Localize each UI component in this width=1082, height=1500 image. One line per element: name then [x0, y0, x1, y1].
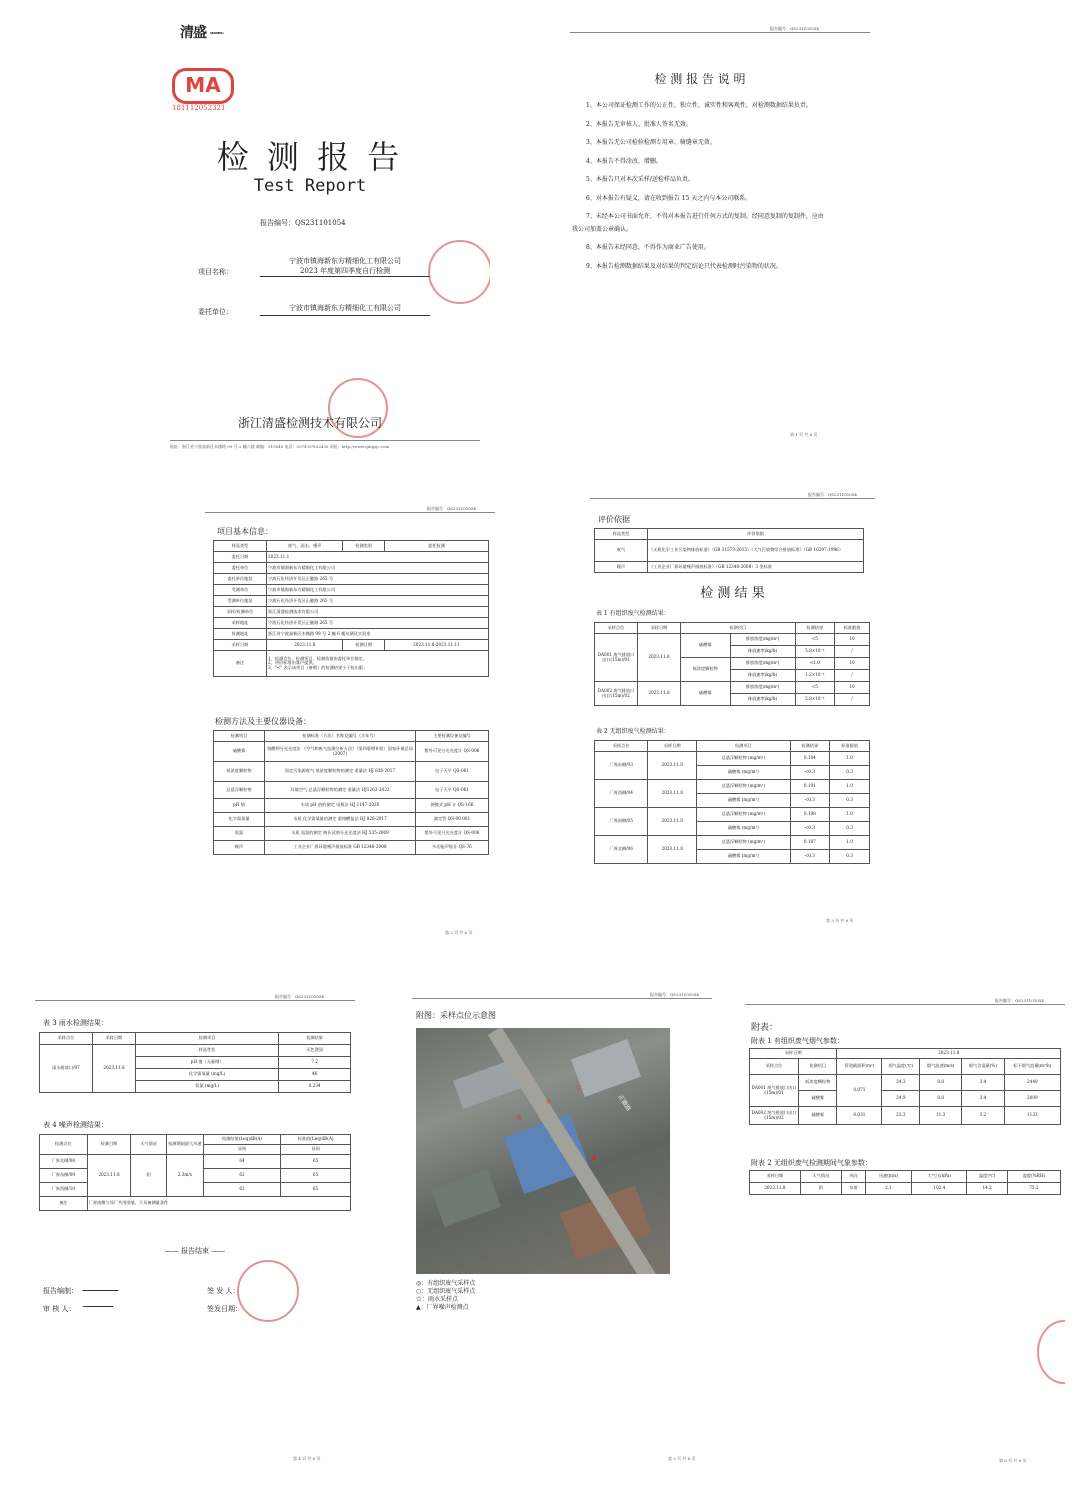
table-row: 硫酸雾 (mg/m³) <0.3 0.3: [595, 850, 870, 864]
table4: [39, 1134, 351, 1211]
report-number: 报告编号：QS231101054: [275, 994, 324, 999]
rain-noise-page: [35, 990, 355, 1470]
table-row: 厂界南侧/05 2023.11.8 总悬浮颗粒物 (mg/m³) 0.198 1.0: [595, 808, 870, 822]
results-title: 检 测 结 果: [700, 586, 765, 601]
reviewer-signature: [83, 1296, 117, 1307]
table-row: 采样日期 2023.11.8 检测日期 2023.11.8-2023.11.11: [214, 640, 489, 651]
table4-title: 表 4 噪声检测结果：: [43, 1121, 108, 1129]
legend-item: ◎：有组织废气采样点: [416, 1280, 476, 1287]
notes-list: [572, 100, 828, 273]
basic-info-title: 项目基本信息：: [217, 527, 273, 536]
table-row: 厂界北侧/06 2023.11.8 总悬浮颗粒物 (mg/m³) 0.187 1.0: [595, 836, 870, 850]
note-item: 1、本公司保证检测工作的公正性、独立性、诚实性和客观性，对检测数据结果负责。: [586, 102, 812, 109]
legend-item: ▲：厂界噪声检测点: [416, 1304, 469, 1311]
table-row: 雨水排放口/07 2023.11.8 样品性状 无色澄清: [40, 1045, 351, 1057]
table-row: 氨氮 水质 氨氮的测定 纳氏试剂分光光度法 HJ 535-2009 紫外可见分光光度计 QS-006: [214, 827, 489, 841]
table-row: 采样点位 采样日期 检测项目 检测结果 标准限值: [595, 623, 870, 634]
note-item: 4、本报告不得涂改、增删。: [586, 157, 662, 165]
legend-item: ☆：雨水采样点: [416, 1296, 459, 1303]
table-row: 采样日期 天气情况 风向 风速(m/s) 大气压(kPa) 温度(℃) 湿度(%RH): [750, 1171, 1061, 1183]
table-row: 噪声 工业企业厂界环境噪声排放标准 GB 12348-2008 多功能声级计 QS-76: [214, 841, 489, 855]
company-seal: [428, 240, 490, 304]
sampling-point-marker: ◎: [546, 1098, 552, 1105]
note-item: 8、本报告未经同意，不得作为商业广告使用。: [586, 244, 710, 251]
report-number: 报告编号：QS231101054: [808, 492, 857, 497]
report-number: 报告编号：QS231101054: [650, 992, 699, 997]
table-row: 采样/检测单位 浙江清盛检测技术有限公司: [214, 607, 489, 618]
table-row: 硫酸雾 (mg/m³) <0.3 0.3: [595, 766, 870, 780]
table-row: 采样点位 检测项目 管道截面积(m²) 烟气温度(℃) 烟气流速(m/s) 烟气含湿量(%) 标干烟气流量(m³/h): [750, 1059, 1061, 1075]
table-row: 检测地址 浙江省宁波高新区木槿路 99 号 2 幢 6 楼东测及实验室: [214, 629, 489, 640]
table-row: 2023.11.8 阴 东南 2.1 102.4 14.2 75.2: [750, 1183, 1061, 1195]
cover-page: [150, 0, 490, 470]
table-row: 排放速率(kg/h) 1.2×10⁻⁴ /: [595, 670, 870, 682]
cover-title-cn: 检 测 报 告: [216, 138, 404, 176]
appendix2-table: [749, 1170, 1061, 1195]
note-item: 9、本报告检测数据结果及对结果的判定结论只代表检测时污染物的状况。: [586, 262, 782, 270]
table-row: 废气 《无机化学工业污染物排放标准》（GB 31573-2015）《大气污染物综合排放标准》（GB 16297-1996）: [595, 540, 864, 562]
cover-title-en: Test Report: [253, 176, 367, 196]
divider: [170, 440, 480, 441]
note-item: 6、对本报告有疑义，请在收到报告 15 天之内与本公司联系。: [586, 194, 752, 202]
note-item: 5、本报告只对本次采样/送检样品负责。: [586, 176, 694, 183]
project-label: 项目名称：: [198, 268, 233, 276]
table-row: 噪声 《工业企业厂界环境噪声排放标准》（GB 12348-2008）3 类标准: [595, 562, 864, 573]
map-legend: [416, 1280, 475, 1312]
appendix1-title: 附表 1 有组织废气烟气参数：: [751, 1037, 844, 1045]
table3-title: 表 3 雨水检测结果：: [43, 1019, 108, 1027]
appendix-page: [745, 990, 1065, 1470]
table-row: 检测项目 检测标准（方法）名称及编号（含年号） 主要检测设备及编号: [214, 731, 489, 742]
table-row: DA001 废气排放口出口(15m)/01 低浓度颗粒物 0.071 24.3 8.8 3.4 2449: [750, 1075, 1061, 1091]
logo: 清盛 QING SHENG: [180, 25, 223, 41]
company-name: 浙江清盛检测技术有限公司: [237, 416, 382, 430]
table-row: 硫酸雾 (mg/m³) <0.3 0.3: [595, 822, 870, 836]
method-title: 检测方法及主要仪器设备：: [215, 717, 311, 726]
company-seal: [237, 1260, 299, 1322]
cma-mark: MA: [172, 68, 234, 104]
table-row: 低浓度颗粒物 固定污染源废气 低浓度颗粒物的测定 重量法 HJ 836-2017 电子天平 QS-061: [214, 762, 489, 782]
project-name: 宁波市镇海新东方精细化工有限公司 2023 年度第四季度自行检测: [260, 256, 430, 277]
note-item: 2、本报告无审核人、批准人签名无效。: [586, 120, 692, 128]
notes-title: 检 测 报 告 说 明: [654, 72, 746, 86]
author-signature: [82, 1276, 123, 1291]
sampling-point-marker: ○: [576, 1084, 582, 1091]
sign-date-label: 签发日期：: [207, 1305, 242, 1313]
table-row: DA001 废气排放口出口(15m)/01 2023.11.8 硫酸雾 排放浓度(mg/m³) <5 10: [595, 634, 870, 646]
page-number: 第 1 页 共 6 页: [790, 432, 818, 437]
table-row: 厂界北侧/08 2023.11.8 阴 2.3m/s 64 65: [40, 1155, 351, 1169]
table-row: 委托日期 2023.11.1: [214, 552, 489, 563]
appendix2-title: 附表 2 无组织废气检测期间气象参数：: [751, 1159, 872, 1167]
table-row: DA002 废气排放口出口(15m)/02 2023.11.8 硫酸雾 排放浓度(mg/m³) <5 10: [595, 682, 870, 694]
table-row: 低浓度颗粒物 排放浓度(mg/m³) <1.0 10: [595, 658, 870, 670]
legend-item: ○：无组织废气采样点: [416, 1288, 476, 1295]
table-row: 采样点位 采样日期 检测项目 检测结果 标准限值: [595, 741, 870, 752]
results-page: [590, 490, 875, 930]
table-row: 厂界东侧/09 62 65: [40, 1169, 351, 1183]
note-item: 3、本报告无公司检验检测专用章、骑缝章无效。: [586, 139, 716, 146]
building-roof: [571, 1039, 641, 1097]
table-row: 硫酸雾 铬酸钡分光光度法 《空气和废气监测分析方法》（第四版增补版）国家环保总局(2007) 紫外可见分光光度计 QS-006: [214, 742, 489, 762]
eval-table: [594, 528, 864, 573]
noise-point-marker: ▲: [592, 1154, 597, 1161]
report-number: 报告编号：QS231101054: [770, 26, 819, 31]
appendix1-table: [749, 1048, 1061, 1125]
page-number: 第 3 页 共 6 页: [826, 918, 854, 923]
table-row: 委托单位地址 宁波石化经济开发区正徽路 265 号: [214, 574, 489, 585]
satellite-map: [416, 1028, 670, 1274]
table-row: 总悬浮颗粒物 环境空气 总悬浮颗粒物的测定 重量法 HJ1263-2022 电子天平 QS-061: [214, 782, 489, 799]
author-label: 报告编制：: [43, 1287, 78, 1295]
table1: [594, 622, 870, 706]
basic-info-table: [213, 540, 489, 677]
report-end: —— 报告结束 ——: [164, 1247, 226, 1255]
map-title: 附图：采样点位示意图: [416, 1011, 496, 1020]
table-row: 备注 厂界南侧与邻厂共用围墙，不具备测量条件: [40, 1197, 351, 1211]
table-row: 昼间 昼间: [40, 1145, 351, 1155]
client-name: 宁波市镇海新东方精细化工有限公司: [260, 303, 430, 316]
table-row: 受测单位 宁波市镇海新东方精细化工有限公司: [214, 585, 489, 596]
table-row: DA002 废气排放口出口(15m)/02 硫酸雾 0.031 23.3 11.3 3.2 1133: [750, 1107, 1061, 1125]
signer-label: 签 发 人：: [207, 1287, 240, 1295]
appendix-title: 附表：: [751, 1023, 779, 1033]
table2-title: 表 2 无组织废气检测结果：: [596, 728, 670, 735]
client-label: 委托单位：: [198, 308, 233, 316]
table-row: 厂界东侧/03 2023.11.8 总悬浮颗粒物 (mg/m³) 0.184 1.0: [595, 752, 870, 766]
cma-number: 181112052321: [172, 104, 226, 112]
table-row: 受测单位地址 宁波石化经济开发区正徽路 265 号: [214, 596, 489, 607]
company-seal: [1037, 1320, 1065, 1384]
table-row: 硫酸雾 (mg/m³) <0.3 0.3: [595, 794, 870, 808]
table-row: 采样点位 采样日期 检测项目 检测结果: [40, 1033, 351, 1045]
table-row: 委托单位 宁波市镇海新东方精细化工有限公司: [214, 563, 489, 574]
sampling-point-marker: ◎: [516, 1114, 522, 1121]
table-row: 化学需氧量 水质 化学需氧量的测定 重铬酸盐法 HJ 828-2017 滴定管 QS-00-001: [214, 813, 489, 827]
road-label: 正徽路: [616, 1093, 632, 1113]
note-item: 7、未经本公司书面允许，不得对本报告进行任何方式的复制。经同意复制的复制件，应由我公司加盖公章确认。: [572, 213, 824, 233]
table-row: pH 值（无量纲） 7.2: [40, 1057, 351, 1069]
table-row: 氨氮 (mg/L) 0.234: [40, 1081, 351, 1093]
table-row: 样品类型 废气、雨水、噪声 检测类别 委托检测: [214, 541, 489, 552]
table-row: 样品类型 评价依据: [595, 529, 864, 540]
report-number: 报告编号：QS231101054: [260, 219, 346, 227]
table-row: 采样日期 2023.11.8: [750, 1049, 1061, 1059]
building-roof: [431, 1169, 501, 1227]
table-row: 硫酸雾 24.9 8.8 3.4 2009: [750, 1091, 1061, 1107]
page-number: 第 5 页 共 6 页: [668, 1456, 696, 1461]
table3: [39, 1032, 351, 1093]
table-row: 排放速率(kg/h) 5.8×10⁻⁴ /: [595, 646, 870, 658]
table-row: 厂界西侧/10 62 65: [40, 1183, 351, 1197]
table2: [594, 740, 870, 864]
table-row: 厂界西侧/04 2023.11.8 总悬浮颗粒物 (mg/m³) 0.191 1.0: [595, 780, 870, 794]
report-number: 报告编号：QS231101054: [995, 998, 1044, 1003]
company-address: 地址：浙江省宁波高新区木槿路 99 号 2 幢六楼 邮编：315040 电话：0574-87832430 网址：http://www.qingsjc.com: [170, 444, 390, 449]
method-table: [213, 730, 489, 855]
table-row: 化学需氧量 (mg/L) 46: [40, 1069, 351, 1081]
table-row: 备注 1、检测点位、检测项目、检测依据由委托单位指定。 2、评价标准由客户提供。 3、"<" 表示该项目（参数）的检测结果小于检出限。: [214, 651, 489, 677]
table1-title: 表 1 有组织废气检测结果：: [596, 610, 670, 617]
page-number: 第 6 页 共 6 页: [999, 1458, 1027, 1463]
eval-title: 评价依据: [598, 515, 630, 524]
table-row: pH 值 水质 pH 值的测定 电极法 HJ 1147-2020 便携式 pH 计 QS-166: [214, 799, 489, 813]
table-row: 采样地址 宁波石化经济开发区正徽路 265 号: [214, 618, 489, 629]
table-row: 排放速率(kg/h) 2.8×10⁻⁴ /: [595, 694, 870, 706]
reviewer-label: 审 核 人：: [43, 1305, 76, 1313]
notes-page: [570, 0, 870, 470]
map-page: [412, 990, 712, 1470]
page-number: 第 2 页 共 6 页: [445, 930, 473, 935]
basic-info-page: [205, 500, 495, 940]
table-row: 检测点位 检测日期 天气情况 检测期间最大风速 检测结果(Leq)dB(A) 标准值(Leq)dB(A): [40, 1135, 351, 1145]
report-number: 报告编号：QS231101054: [427, 506, 476, 511]
page-number: 第 4 页 共 6 页: [293, 1456, 321, 1461]
